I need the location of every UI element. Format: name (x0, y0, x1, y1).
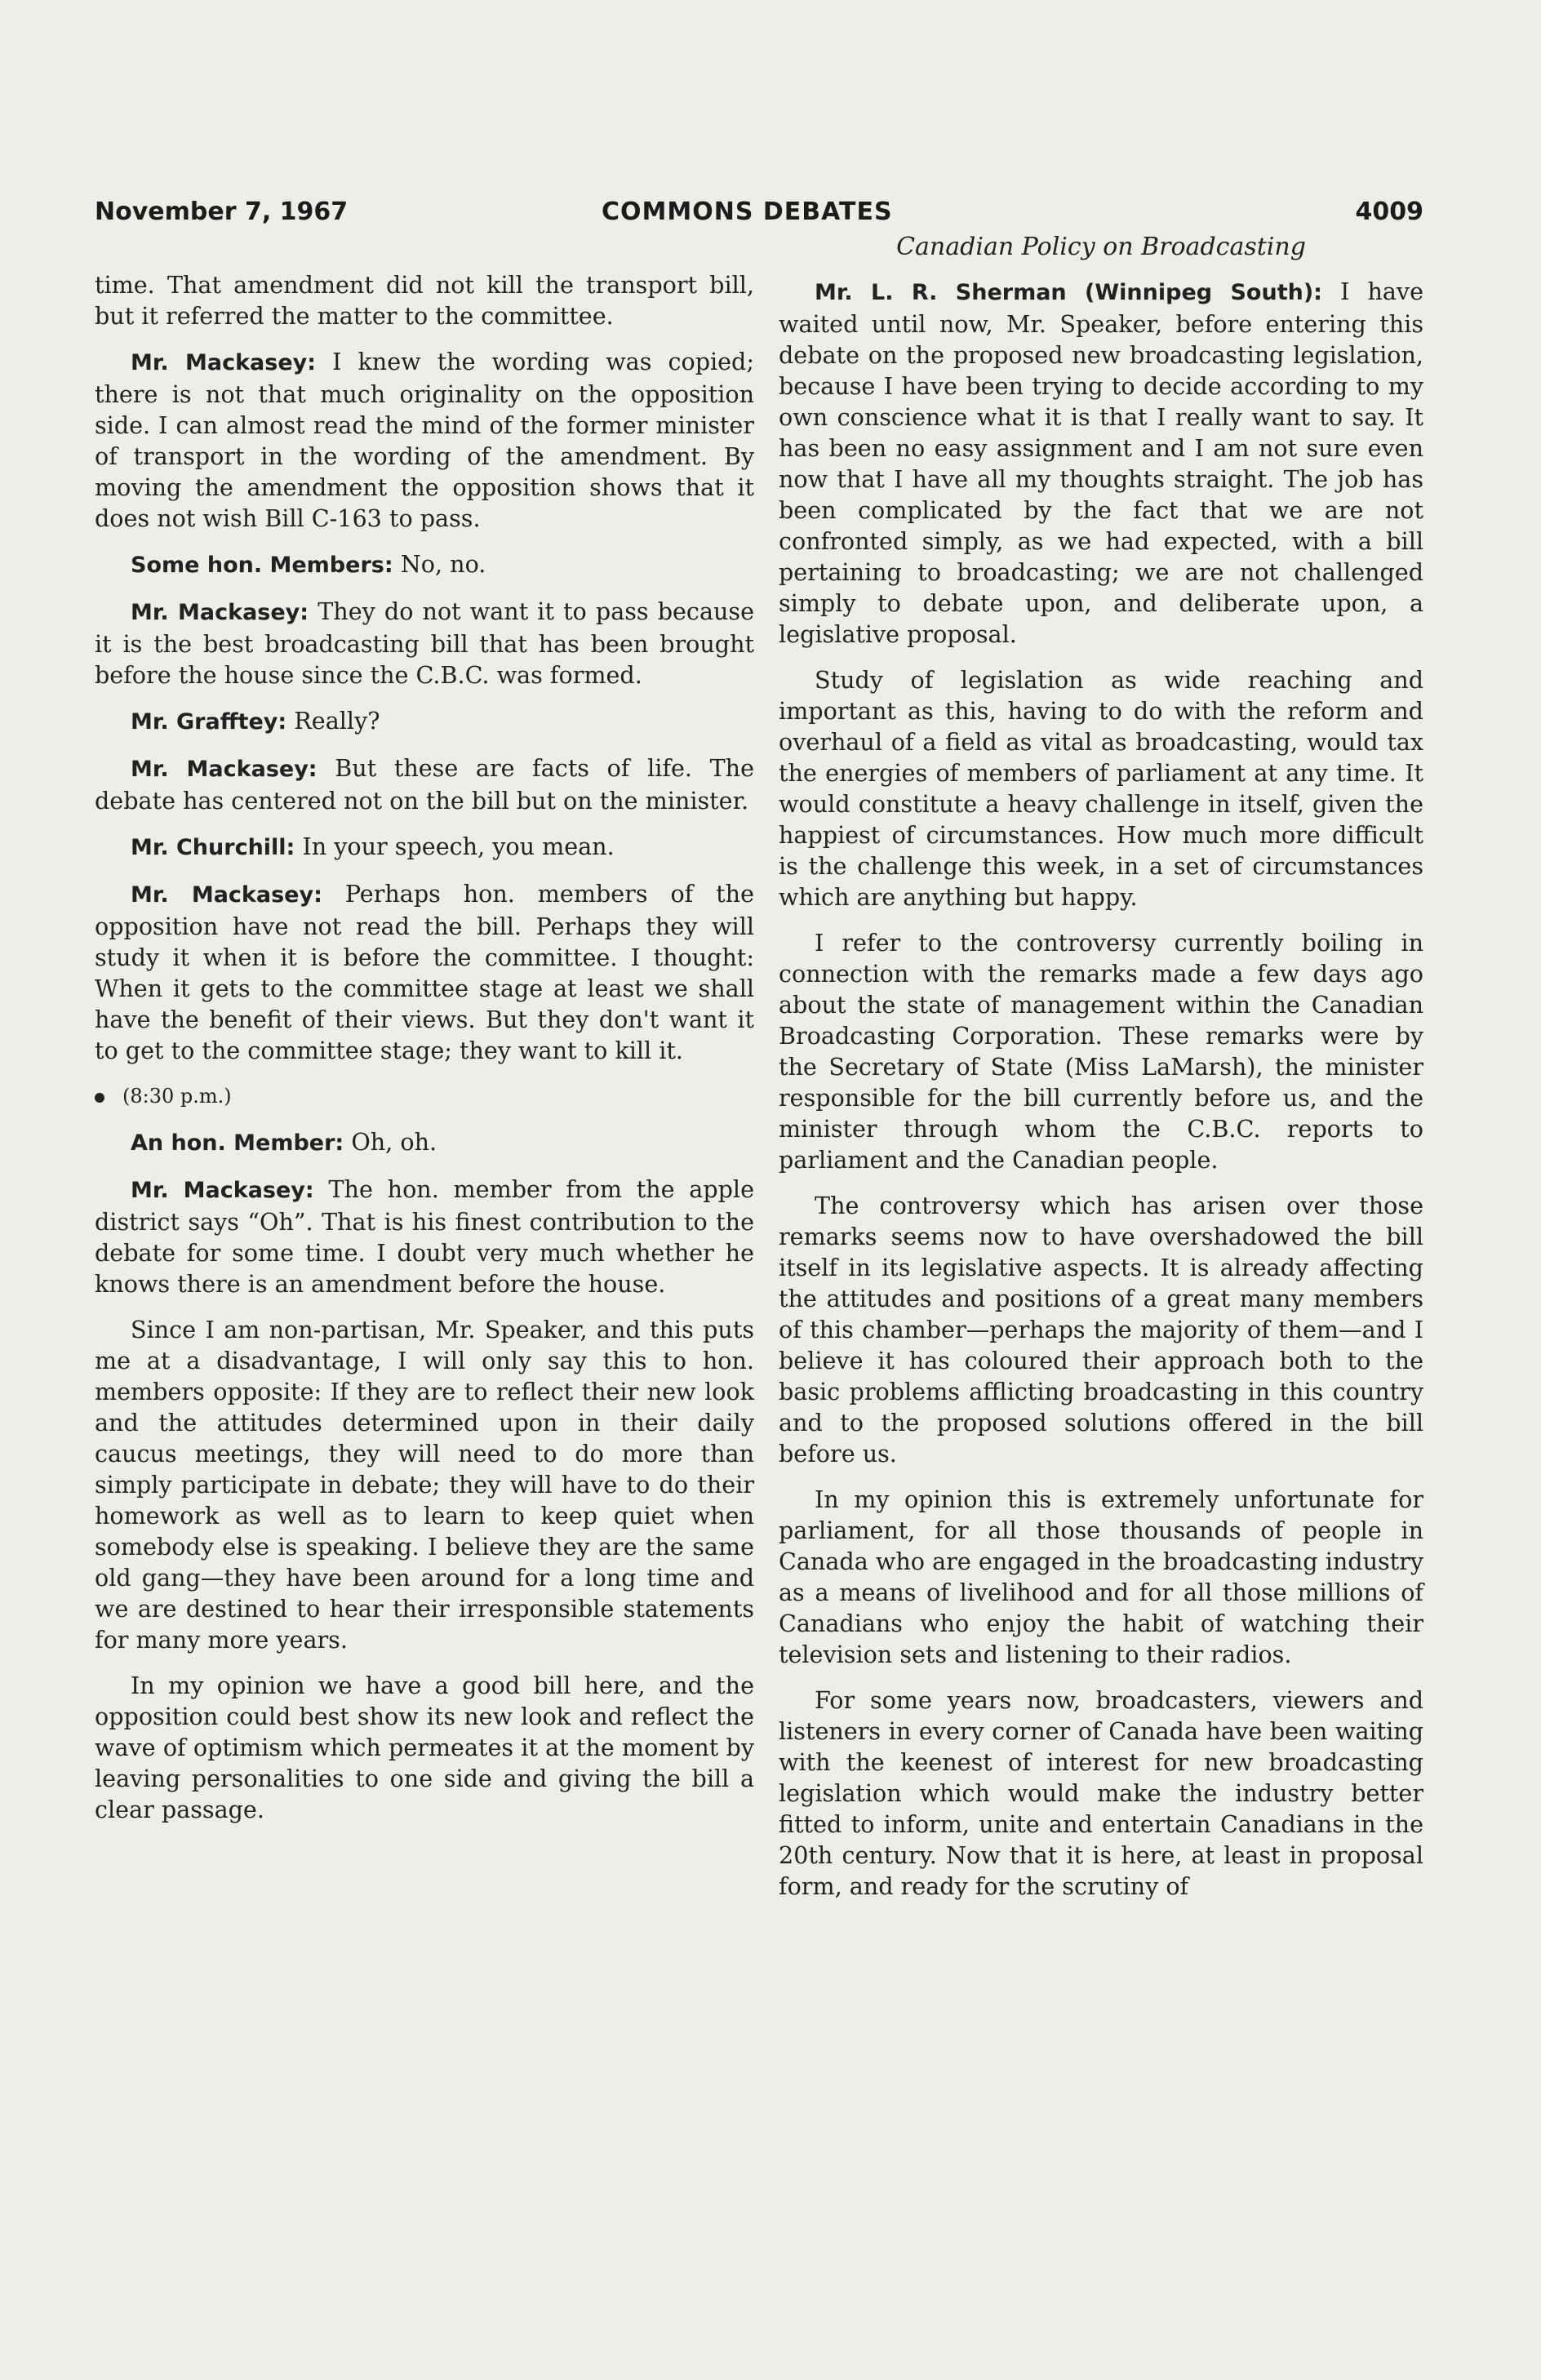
header-page-number: 4009 (1355, 198, 1423, 226)
paragraph-text: time. That amendment did not kill the transport bill, but it referred the matter to the committee. (95, 271, 754, 330)
speech-text: I knew the wording was copied; there is not that much originality on the opposition side. I can almost read the mind of the former minister of transport in the wording of the amendment. By moving the amendment the opposition shows that it does not wish Bill C-163 to pass. (95, 348, 754, 532)
speaker-name: Mr. Grafftey: (131, 709, 287, 735)
bullet-icon (95, 1093, 104, 1103)
time-marker-text: (8:30 p.m.) (122, 1085, 232, 1108)
speech-text: In your speech, you mean. (302, 833, 615, 860)
header-date: November 7, 1967 (95, 198, 349, 226)
speech-text: No, no. (400, 550, 486, 578)
speaker-name: Mr. Mackasey: (131, 757, 318, 782)
speech-paragraph (95, 548, 754, 581)
speaker-name: Mr. Churchill: (131, 835, 295, 860)
paragraph-text: Study of legislation as wide reaching and important as this, having to do with the reform and overhaul of a field as vital as broadcasting, would tax the energies of members of parliament at any time. It would constitute a heavy challenge in itself, given the happiest of circumstances. How much more difficult is the challenge this week, in a set of circumstances which are anything but happy. (779, 666, 1423, 911)
speech-text: I have waited until now, Mr. Speaker, before entering this debate on the proposed new broadcasting legislation, because I have been trying to decide according to my own conscience what it is that I really want to say. It has been no easy assignment and I am not sure even now that I have all my thoughts straight. The job has been complicated by the fact that we are not confronted simply, as we had expected, with a bill pertaining to broadcasting; we are not challenged simply to debate upon, and deliberate upon, a legislative proposal. (779, 278, 1423, 648)
speech-text: The hon. member from the apple district says “Oh”. That is his finest contribution to the debate for some time. I doubt very much whether he knows there is an amendment before the house. (95, 1175, 754, 1298)
speech-paragraph (95, 831, 754, 864)
speaker-name: Mr. L. R. Sherman (Winnipeg South): (815, 280, 1322, 305)
speaker-name: Mr. Mackasey: (131, 1178, 314, 1203)
speaker-name: An hon. Member: (131, 1130, 344, 1156)
right-column (779, 232, 1423, 1916)
speech-paragraph (95, 753, 754, 816)
time-marker (95, 1081, 754, 1112)
header-title: COMMONS DEBATES (602, 198, 893, 226)
paragraph (779, 1484, 1423, 1670)
section-heading: Canadian Policy on Broadcasting (896, 233, 1306, 261)
paragraph (95, 1314, 754, 1655)
paragraph (95, 1670, 754, 1825)
speech-text: Oh, oh. (351, 1128, 437, 1156)
speech-paragraph (95, 705, 754, 738)
speech-text: Really? (294, 707, 380, 735)
speaker-name: Some hon. Members: (131, 553, 393, 578)
paragraph-text: In my opinion this is extremely unfortunate for parliament, for all those thousands of people in Canada who are engaged in the broadcasting industry as a means of livelihood and for all those millions of Canadians who enjoy the habit of watching their television sets and listening to their radios. (779, 1485, 1423, 1668)
paragraph-text: In my opinion we have a good bill here, and the opposition could best show its new look and reflect the wave of optimism which permeates it at the moment by leaving personalities to one side and giving the bill a clear passage. (95, 1672, 754, 1823)
paragraph (779, 1685, 1423, 1902)
speech-paragraph (95, 878, 754, 1066)
speaker-name: Mr. Mackasey: (131, 882, 322, 908)
paragraph-text: The controversy which has arisen over those remarks seems now to have overshadowed the bill itself in its legislative aspects. It is already affecting the attitudes and positions of a great many members of this chamber—perhaps the majority of them—and I believe it has coloured their approach both to the basic problems afflicting broadcasting in this country and to the proposed solutions offered in the bill before us. (779, 1192, 1423, 1468)
speech-text: They do not want it to pass because it is the best broadcasting bill that has been brought before the house since the C.B.C. was formed. (95, 597, 755, 689)
speaker-name: Mr. Mackasey: (131, 600, 309, 625)
left-column (95, 269, 754, 1840)
paragraph (779, 664, 1423, 912)
speech-paragraph (95, 596, 754, 690)
speech-paragraph (779, 276, 1423, 650)
paragraph-text: For some years now, broadcasters, viewers and listeners in every corner of Canada have been waiting with the keenest of interest for new broadcasting legislation which would make the industry better fitted to inform, unite and entertain Canadians in the 20th century. Now that it is here, at least in proposal form, and ready for the scrutiny of (779, 1686, 1423, 1900)
paragraph-text: Since I am non-partisan, Mr. Speaker, and this puts me at a disadvantage, I will only say this to hon. members opposite: If they are to reflect their new look and the attitudes determined upon in their daily caucus meetings, they will need to do more than simply participate in debate; they will have to do their homework as well as to learn to keep quiet when somebody else is speaking. I believe they are the same old gang—they have been around for a long time and we are destined to hear their irresponsible statements for many more years. (95, 1316, 754, 1654)
speech-text: Perhaps hon. members of the opposition have not read the bill. Perhaps they will study it when it is before the committee. I thought: When it gets to the committee stage at least we shall have the benefit of their views. But they don't want it to get to the committee stage; they want to kill it. (95, 880, 755, 1064)
paragraph-text: I refer to the controversy currently boiling in connection with the remarks made a few days ago about the state of management within the Canadian Broadcasting Corporation. These remarks were by the Secretary of State (Miss LaMarsh), the minister responsible for the bill currently before us, and the minister through whom the C.B.C. reports to parliament and the Canadian people. (779, 929, 1423, 1174)
paragraph (95, 269, 754, 331)
speech-text: But these are facts of life. The debate has centered not on the bill but on the minister. (95, 754, 755, 815)
paragraph (779, 927, 1423, 1175)
speaker-name: Mr. Mackasey: (131, 350, 317, 375)
paragraph (779, 1190, 1423, 1469)
speech-paragraph (95, 1126, 754, 1159)
speech-paragraph (95, 1174, 754, 1299)
speech-paragraph (95, 346, 754, 534)
